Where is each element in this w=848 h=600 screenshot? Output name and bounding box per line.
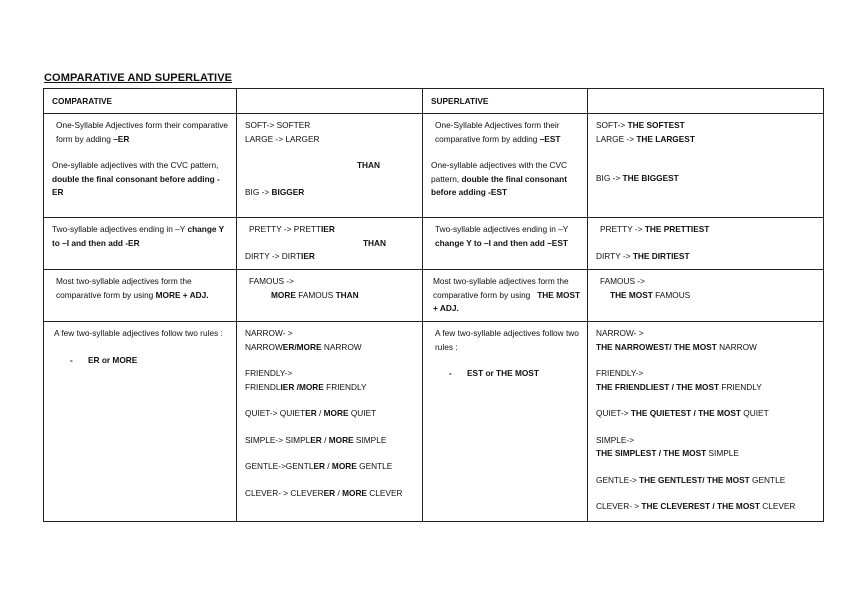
example-cell: PRETTY -> THE PRETTIEST DIRTY -> THE DIRTIEST <box>588 218 824 270</box>
example-cell: SOFT-> SOFTER LARGE -> LARGER THAN BIG -> BIGGER <box>237 114 423 218</box>
rule-cell: One-Syllable Adjectives form their comparative form by adding –EST One-syllable adjectives with the CVC pattern, double the final consonant before adding -EST <box>423 114 588 218</box>
rule-cell: A few two-syllable adjectives follow two rules : - ER or MORE <box>44 322 237 522</box>
page-title: COMPARATIVE AND SUPERLATIVE <box>44 72 233 84</box>
rule-cell: One-Syllable Adjectives form their comparative form by adding –ER One-syllable adjectives with the CVC pattern, double the final consonant before adding -ER <box>44 114 237 218</box>
rule-cell: Most two-syllable adjectives form the comparative form by using THE MOST + ADJ. <box>423 270 588 322</box>
rule-cell: Most two-syllable adjectives form the comparative form by using MORE + ADJ. <box>44 270 237 322</box>
example-cell: NARROW- > NARROWER/MORE NARROW FRIENDLY-> FRIENDLIER /MORE FRIENDLY QUIET-> QUIETER / MORE QUIET SIMPLE-> SIMPLER / MORE SIMPLE GENTLE->GENTLER / MORE GENTLE CLEVER- > CLEVERER / MORE CLEVER <box>237 322 423 522</box>
rule-cell: Two-syllable adjectives ending in –Y change Y to –I and then add –EST <box>423 218 588 270</box>
example-cell: FAMOUS -> THE MOST FAMOUS <box>588 270 824 322</box>
example-cell: PRETTY -> PRETTIER THAN DIRTY -> DIRTIER <box>237 218 423 270</box>
example-cell: SOFT-> THE SOFTEST LARGE -> THE LARGEST BIG -> THE BIGGEST <box>588 114 824 218</box>
header-empty-1 <box>237 89 423 114</box>
comparative-superlative-table <box>43 88 824 522</box>
header-superlative: SUPERLATIVE <box>423 89 588 114</box>
table-row <box>44 322 824 522</box>
example-cell: FAMOUS -> MORE FAMOUS THAN <box>237 270 423 322</box>
table-header-row <box>44 89 824 114</box>
header-comparative: COMPARATIVE <box>44 89 237 114</box>
table-row <box>44 218 824 270</box>
example-cell: NARROW- > THE NARROWEST/ THE MOST NARROW FRIENDLY-> THE FRIENDLIEST / THE MOST FRIENDLY QUIET-> THE QUIETEST / THE MOST QUIET SIMPLE-> THE SIMPLEST / THE MOST SIMPLE GENTLE-> THE GENTLEST/ THE MOST GENTLE CLEVER- > THE CLEVEREST / THE MOST CLEVER <box>588 322 824 522</box>
table-row <box>44 114 824 218</box>
rule-cell: A few two-syllable adjectives follow two rules : - EST or THE MOST <box>423 322 588 522</box>
table-row <box>44 270 824 322</box>
header-empty-2 <box>588 89 824 114</box>
rule-cell: Two-syllable adjectives ending in –Y change Y to –I and then add -ER <box>44 218 237 270</box>
